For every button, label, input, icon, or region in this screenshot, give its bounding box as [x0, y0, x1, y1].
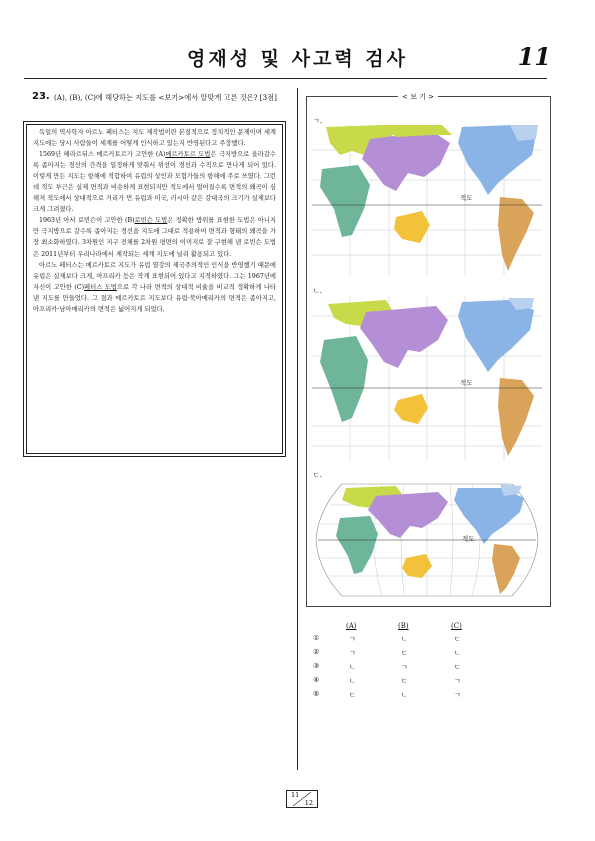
oceania-shape	[394, 211, 430, 243]
asia-shape	[362, 131, 450, 191]
map-label-c: ㄷ.	[313, 471, 322, 479]
page-number: 11	[517, 42, 551, 71]
passage-paragraph: 아르노 페터스는 메르카토르 지도가 유럽 열강의 제국주의적인 인식을 반영했기 때문에 유럽은 실제보다 크게, 아프리카 등은 작게 표현되어 있다고 지적하였다. 그는 1967년에 자신이 고안한 (C)페터스 도법으로 각 나라 면적의 상대적 비율을 비교적 정확하게 나타낸 지도를 만들었다. 그 결과 메르카토르 지도보다 유럽·북아메리카의 면적은 좁아지고, 아프리카·남아메리카의 면적은 넓어지게 되었다.	[33, 261, 277, 313]
term-mercator: 메르카토르 도법	[165, 151, 211, 159]
passage-paragraph: 1963년 아서 로빈슨이 고안한 (B)로빈슨 도법은 정확한 방위를 표현한 도법은 아니지만 극지방으로 갈수록 좁아지는 경선을 지도에 그대로 적용하여 면적과 형태의 왜곡을 가장 최소화하였다. 3차원인 지구 전체를 2차원 평면의 이미지로 잘 구현해 낸 로빈슨 도법은 2011년부터 우리나라에서 제작되는 세계 지도에 널리 활용되고 있다.	[33, 217, 276, 258]
footer-current-page: 11	[291, 791, 300, 799]
option-header-a: (A)	[346, 622, 357, 630]
equator-label: 적도	[460, 194, 473, 202]
question-number: 23.	[32, 91, 50, 102]
map-mercator	[312, 125, 542, 275]
south-america-shape	[498, 197, 534, 271]
africa-shape	[320, 336, 368, 422]
bogi-label: < 보 기 >	[398, 92, 438, 102]
map-label-a: ㄱ.	[313, 117, 322, 125]
passage-paragraph: 1569년 헤라르뒤스 메르카토르가 고안한 (A)메르카토르 도법은 극지방으로 올라갈수록 좁아지는 경선의 간격을 일정하게 맞춰서 위선이 경선과 수직으로 만나게 되어 있다. 이렇게 만든 지도는 항해에 적합하여 유럽의 상인과 모험가들의 항해에 주로 쓰였다. 그런데 적도 부근은 실제 면적과 비슷하게 표현되지만 적도에서 멀어질수록 면적의 왜곡이 심해져 적도에서 상대적으로 거리가 먼 유럽과 미국, 러시아 같은 강대국의 크기가 실제보다 크게 그려졌다.	[33, 151, 276, 214]
south-america-shape	[498, 378, 534, 456]
option-header-b: (B)	[398, 622, 409, 630]
passage-paragraph: 독일의 역사학자 아르노 페터스는 지도 제작법이란 본질적으로 정치적인 문제이며 세계 지도에는 당시 사람들이 세계를 어떻게 인식하고 있는지 반영된다고 주장했다.	[33, 129, 276, 148]
term-robinson: 로빈슨 도법	[134, 217, 168, 225]
map-peters	[312, 296, 542, 461]
header-rule	[24, 78, 547, 79]
option-header-c: (C)	[451, 622, 462, 630]
north-america-shape	[458, 300, 534, 372]
siberia-shape	[382, 125, 452, 137]
footer-total-pages: 12	[304, 799, 313, 807]
map-robinson	[312, 480, 542, 600]
question-text: (A), (B), (C)에 해당하는 지도를 <보기>에서 알맞게 고른 것은? [3점]	[54, 93, 277, 102]
map-label-b: ㄴ.	[313, 287, 322, 295]
term-peters: 페터스 도법	[84, 283, 117, 291]
africa-shape	[320, 165, 370, 237]
page-title: 영재성 및 사고력 검사	[186, 48, 409, 70]
oceania-shape	[394, 394, 428, 424]
asia-shape	[360, 306, 448, 368]
footer-page-indicator	[286, 790, 318, 808]
equator-label: 적도	[462, 535, 475, 543]
passage-box	[26, 124, 283, 454]
equator-label: 적도	[460, 379, 473, 387]
column-divider	[297, 88, 298, 770]
